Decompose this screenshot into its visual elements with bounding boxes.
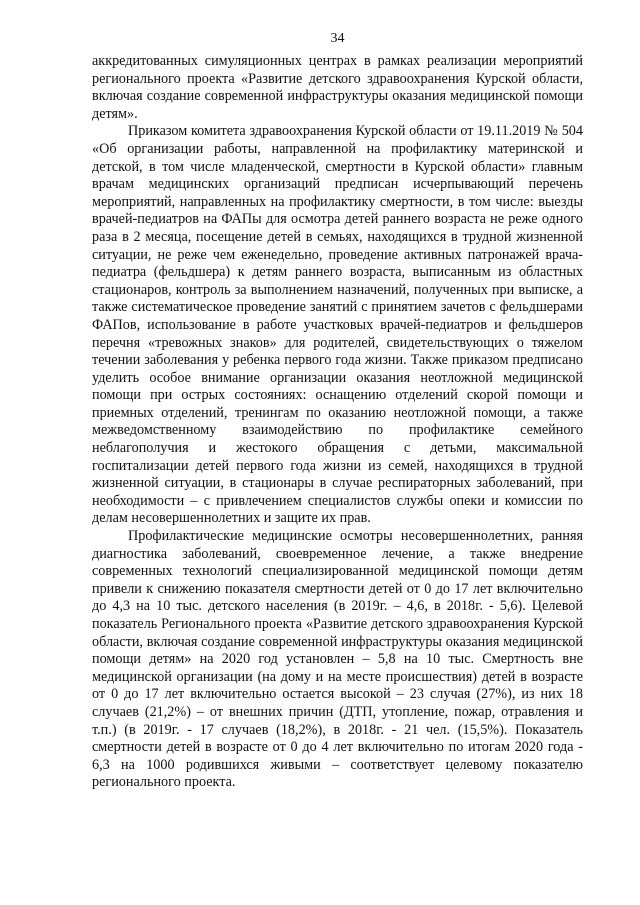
- paragraph-order-504: Приказом комитета здравоохранения Курской области от 19.11.2019 № 504 «Об организации работы, направленной на профилактику материнской и детской, в том числе младенческой, смертности в Курской области» главным врачам медицинских организаций предписан исчерпывающий перечень мероприятий, направленных на профилактику смертности, в том числе: выезды врачей-педиатров на ФАПы для осмотра детей раннего возраста не реже одного раза в 2 месяца, посещение детей в семьях, находящихся в трудной жизненной ситуации, не реже чем еженедельно, проведение активных патронажей врача-педиатра (фельдшера) к детям раннего возраста, выписанным из областных стационаров, контроль за выполнением назначений, полученных при выписке, а также систематическое проведение занятий с принятием зачетов с фельдшерами ФАПов, использование в работе участковых врачей-педиатров и фельдшеров перечня «тревожных знаков» для родителей, свидетельствующих о тяжелом течении заболевания у ребенка первого года жизни. Также приказом предписано уделить особое внимание организации оказания неотложной медицинской помощи при острых состояниях: оснащению отделений скорой помощи и приемных отделений, тренингам по оказанию неотложной помощи, а также межведомственному взаимодействию по профилактике семейного неблагополучия и жестокого обращения с детьми, максимальной госпитализации детей первого года жизни из семей, находящихся в трудной жизненной ситуации, в стационары в случае респираторных заболеваний, при необходимости – с привлечением специалистов службы опеки и комиссии по делам несовершеннолетних и защите их прав.: [92, 123, 583, 527]
- page-number: 34: [330, 31, 345, 46]
- paragraph-continuation: аккредитованных симуляционных центрах в рамках реализации мероприятий регионального проекта «Развитие детского здравоохранения Курской области, включая создание современной инфраструктуры оказания медицинской помощи детям».: [92, 53, 583, 122]
- paragraph-mortality-indicators: Профилактические медицинские осмотры несовершеннолетних, ранняя диагностика заболеваний, своевременное лечение, а также внедрение современных технологий специализированной медицинской помощи детям привели к снижению показателя смертности детей от 0 до 17 лет включительно до 4,3 на 10 тыс. детского населения (в 2019г. – 4,6, в 2018г. - 5,6). Целевой показатель Регионального проекта «Развитие детского здравоохранения Курской области, включая создание современной инфраструктуры оказания медицинской помощи детям» на 2020 год установлен – 5,8 на 10 тыс. Смертность вне медицинской организации (на дому и на месте происшествия) детей в возрасте от 0 до 17 лет включительно остается высокой – 23 случая (27%), из них 18 случаев (21,2%) – от внешних причин (ДТП, утопление, пожар, отравления и т.п.) (в 2019г. - 17 случаев (18,2%), в 2018г. - 21 чел. (15,5%). Показатель смертности детей в возрасте от 0 до 4 лет включительно по итогам 2020 года - 6,3 на 1000 родившихся живыми – соответствует целевому показателю регионального проекта.: [92, 528, 583, 791]
- document-page: [92, 30, 583, 792]
